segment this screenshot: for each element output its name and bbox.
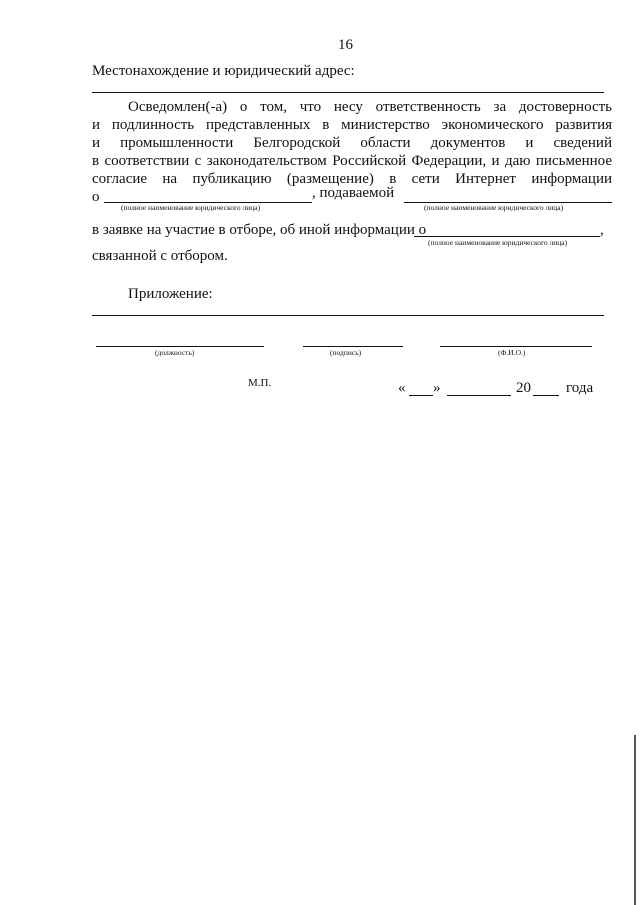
para1-line5: согласие на публикацию (размещение) в сети Интернет информации [92, 171, 612, 187]
full-name-caption: (Ф.И.О.) [498, 348, 526, 357]
caption-org-name-3: (полное наименование юридического лица) [428, 238, 568, 247]
position-field[interactable] [96, 346, 264, 347]
para2-text: в заявке на участие в отборе, об иной информации о [92, 222, 427, 238]
date-open-quote: « [398, 380, 406, 396]
para1-line2: и подлинность представленных в министерство экономического развития [92, 117, 612, 133]
page-number: 16 [338, 37, 353, 53]
signature-field[interactable] [303, 346, 403, 347]
para2-comma: , [600, 222, 604, 238]
year-field[interactable] [533, 395, 559, 396]
caption-org-name-2: (полное наименование юридического лица) [424, 203, 564, 212]
attachment-underline [92, 315, 604, 316]
provided-text: , подаваемой [312, 185, 395, 201]
stamp-mark: М.П. [248, 377, 272, 389]
full-name-field[interactable] [440, 346, 592, 347]
year-prefix: 20 [516, 380, 531, 396]
scan-edge-shadow [634, 735, 636, 905]
day-field[interactable] [409, 395, 433, 396]
org-name-field-3[interactable] [414, 236, 600, 237]
address-underline [92, 92, 604, 93]
month-field[interactable] [447, 395, 511, 396]
para1-line1: Осведомлен(-а) о том, что несу ответственность за достоверность [128, 99, 612, 115]
position-caption: (должность) [155, 348, 195, 357]
date-close-quote: » [433, 380, 441, 396]
attachment-label: Приложение: [128, 286, 213, 302]
para1-line4: в соответствии с законодательством Российской Федерации, и даю письменное [92, 153, 612, 169]
para2-continuation: связанной с отбором. [92, 248, 228, 264]
para1-line3: и промышленности Белгородской области документов и сведений [92, 135, 612, 151]
address-label: Местонахождение и юридический адрес: [92, 63, 355, 79]
o-prefix: о [92, 189, 100, 205]
signature-caption: (подпись) [330, 348, 362, 357]
caption-org-name-1: (полное наименование юридического лица) [121, 203, 261, 212]
year-suffix: года [566, 380, 594, 396]
